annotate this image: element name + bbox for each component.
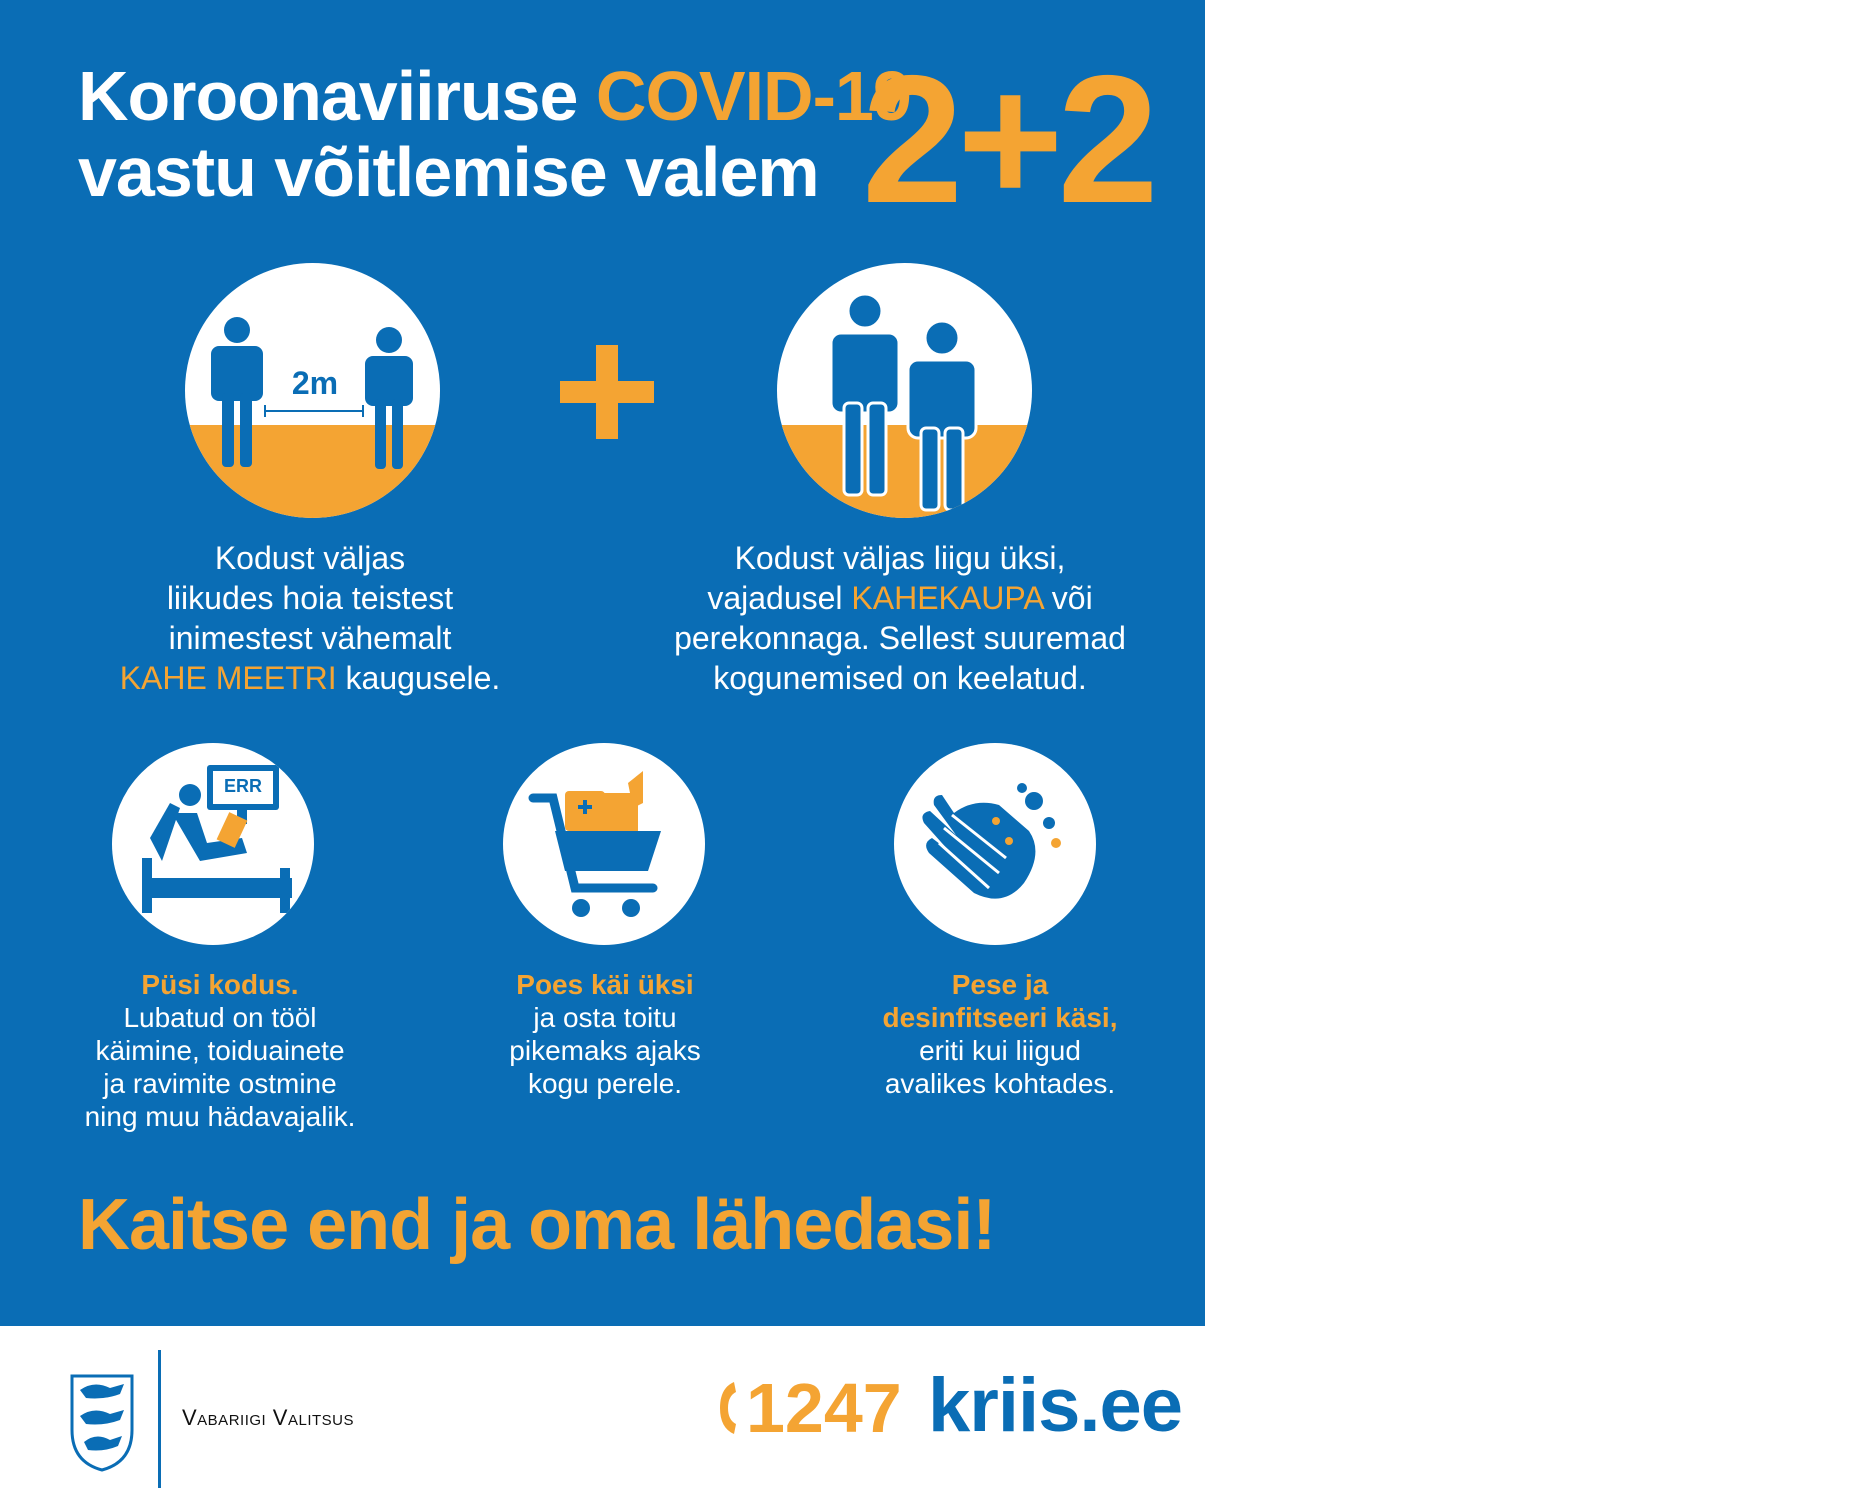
footer-divider: [158, 1350, 161, 1488]
tip-wash-hands: Pese ja desinfitseeri käsi, eriti kui liigud avalikes kohtades.: [840, 968, 1160, 1100]
tip-wash-hands-headline-2: desinfitseeri käsi,: [882, 1002, 1118, 1033]
hand-washing-icon: [894, 743, 1096, 945]
tip-wash-hands-headline-1: Pese ja: [951, 969, 1049, 1000]
government-name: Vabariigi Valitsus: [182, 1405, 354, 1430]
website-link[interactable]: kriis.ee: [928, 1363, 1182, 1448]
title-line-1: Koroonaviiruse COVID-19: [78, 57, 911, 135]
err-screen-label: ERR: [223, 776, 262, 796]
distance-illustration: [185, 263, 440, 518]
pairs-illustration: [777, 263, 1032, 518]
tip-shop-alone-headline: Poes käi üksi: [516, 969, 694, 1000]
poster-title: [78, 58, 911, 210]
handwashing-illustration: [894, 743, 1096, 945]
plus-icon: [560, 345, 654, 439]
shopping-illustration: [503, 743, 705, 945]
tip-shop-alone: Poes käi üksi ja osta toitu pikemaks ajaks kogu perele.: [450, 968, 760, 1100]
covid-highlight: COVID-19: [595, 57, 911, 135]
phone-number[interactable]: 1247: [746, 1369, 902, 1447]
pairs-description: Kodust väljas liigu üksi, vajadusel KAHEKAUPA või perekonnaga. Sellest suuremad kogunemised on keelatud.: [674, 540, 1126, 696]
coat-of-arms-icon: [64, 1370, 140, 1472]
tip-stay-home: Püsi kodus. Lubatud on tööl käimine, toiduainete ja ravimite ostmine ning muu hädavajalik.: [60, 968, 380, 1133]
phone-icon: [716, 1378, 738, 1438]
in-pairs-highlight: KAHEKAUPA: [851, 580, 1043, 616]
distance-label: 2m: [291, 365, 339, 401]
home-bed-icon: [112, 743, 314, 945]
formula-2-plus-2: 2+2: [862, 37, 1153, 241]
stay-home-illustration: [112, 743, 314, 945]
distance-description: Kodust väljas liikudes hoia teistest inimestest vähemalt KAHE MEETRI kaugusele.: [119, 540, 501, 696]
shopping-cart-icon: [503, 743, 705, 945]
two-meters-highlight: KAHE MEETRI: [119, 660, 337, 696]
tip-stay-home-headline: Püsi kodus.: [141, 969, 299, 1000]
title-line-2: vastu võitlemise valem: [78, 133, 819, 211]
slogan: Kaitse end ja oma lähedasi!: [78, 1185, 996, 1265]
two-people-together-icon: [777, 263, 1032, 518]
